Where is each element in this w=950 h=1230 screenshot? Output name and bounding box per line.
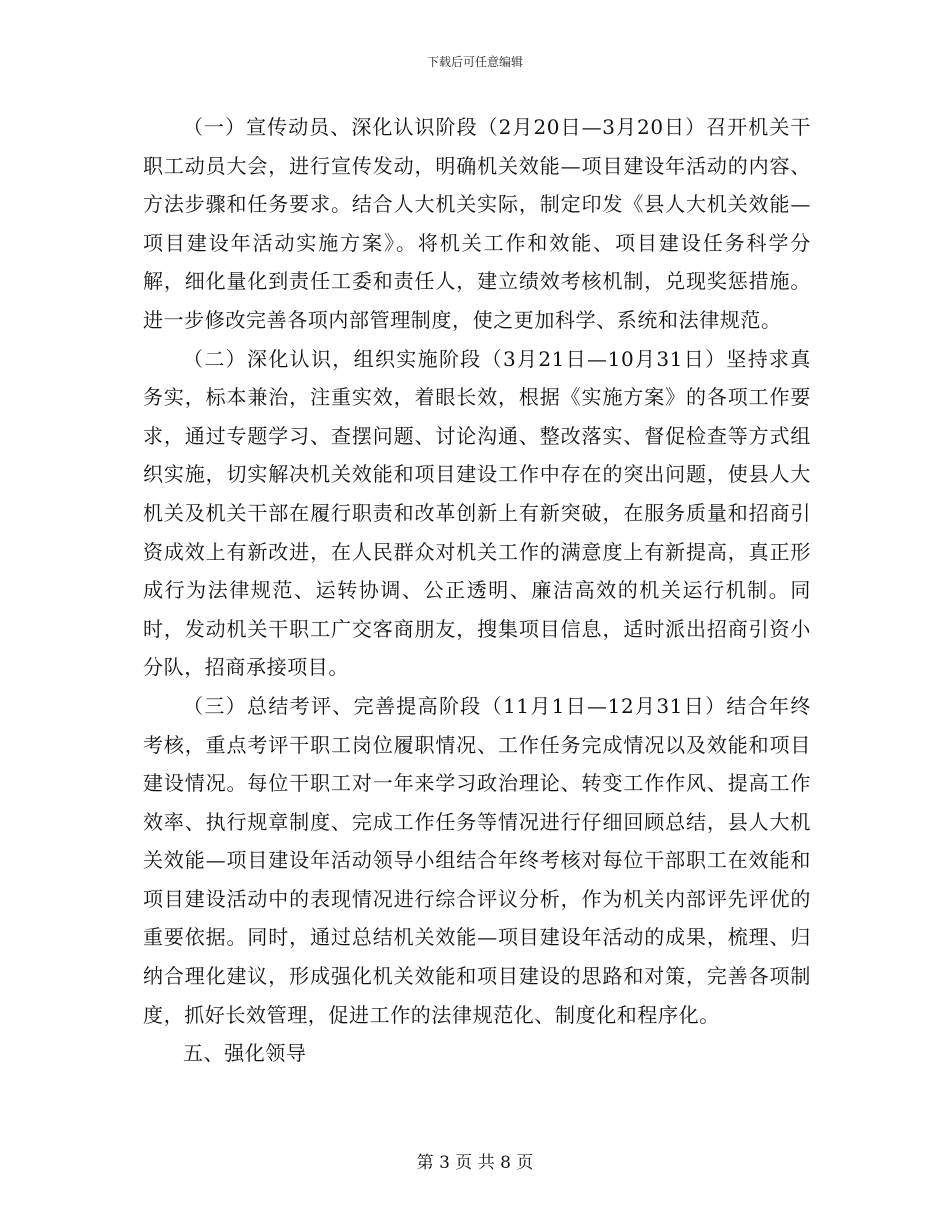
section-heading: 五、强化领导	[183, 1041, 307, 1066]
paragraph-stage-two: （二）深化认识，组织实施阶段（3月21日—10月31日）坚持求真务实，标本兼治，注重实效，着眼长效，根据《实施方案》的各项工作要求，通过专题学习、查摆问题、讨论沟通、整改落实、督促检查等方式组织实施，切实解决机关效能和项目建设工作中存在的突出问题，使县人大机关及机关干部在履行职责和改革创新上有新突破，在服务质量和招商引资成效上有新改进，在人民群众对机关工作的满意度上有新提高，真正形成行为法律规范、运转协调、公正透明、廉洁高效的机关运行机制。同时，发动机关干职工广交客商朋友，搜集项目信息，适时派出招商引资小分队，招商承接项目。	[143, 346, 811, 680]
paragraph-stage-three: （三）总结考评、完善提高阶段（11月1日—12月31日）结合年终考核，重点考评干职工岗位履职情况、工作任务完成情况以及效能和项目建设情况。每位干职工对一年来学习政治理论、转变工作作风、提高工作效率、执行规章制度、完成工作任务等情况进行仔细回顾总结，县人大机关效能—项目建设年活动领导小组结合年终考核对每位干部职工在效能和项目建设活动中的表现情况进行综合评议分析，作为机关内部评先评优的重要依据。同时，通过总结机关效能—项目建设年活动的成果，梳理、归纳合理化建议，形成强化机关效能和项目建设的思路和对策，完善各项制度，抓好长效管理，促进工作的法律规范化、制度化和程序化。	[143, 693, 811, 1027]
page-number-footer: 第 3 页 共 8 页	[416, 1153, 534, 1173]
paragraph-stage-one: （一）宣传动员、深化认识阶段（2月20日—3月20日）召开机关干职工动员大会，进行宣传发动，明确机关效能—项目建设年活动的内容、方法步骤和任务要求。结合人大机关实际，制定印发《县人大机关效能—项目建设年活动实施方案》。将机关工作和效能、项目建设任务科学分解，细化量化到责任工委和责任人，建立绩效考核机制，兑现奖惩措施。进一步修改完善各项内部管理制度，使之更加科学、系统和法律规范。	[143, 115, 811, 332]
document-body	[143, 108, 811, 1073]
page-header: 下载后可任意编辑	[426, 55, 523, 69]
